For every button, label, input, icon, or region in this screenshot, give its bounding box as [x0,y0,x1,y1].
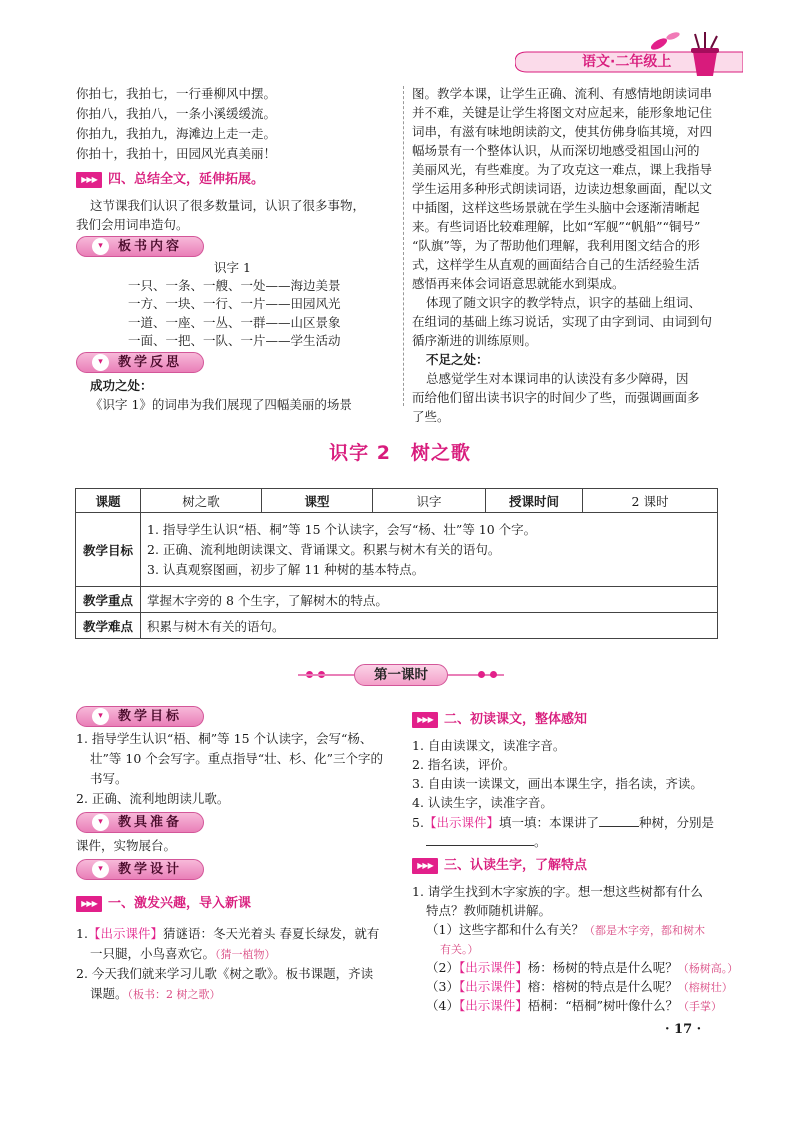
poem-line: 你拍九，我拍九，海滩边上走一走。 [76,126,277,141]
board-line: 一只、一条、一艘、一处——海边美景 [128,278,341,293]
courseware-tag: 【出示课件】 [458,998,528,1013]
lesson-plan-table [75,488,718,639]
triple-arrow-icon: ▶▶▶ [76,172,102,188]
table-row [76,513,718,587]
step1-item: 2. 今天我们就来学习儿歌《树之歌》。板书课题，齐读 [76,966,374,981]
goal-line: 壮”等 10 个会写字。重点指导“壮、杉、化”三个字的 [90,751,384,766]
board-line: 一方、一块、一行、一片——田园风光 [128,296,341,311]
reflection-line: 来。有些词语比较难理解，比如“军舰”“帆船”“铜号” [412,219,701,234]
dot-icon [490,671,497,678]
triple-arrow-icon: ▶▶▶ [76,896,102,912]
table-header: 课型 [262,489,373,513]
answer-note: （杨树高。） [677,962,739,975]
reflection-line: 图。教学本课，让学生正确、流利、有感情地朗读词串 [412,86,713,101]
chevron-down-icon: ▾ [92,814,109,831]
goal-line: 1. 指导学生认识“梧、桐”等 15 个认读字，会写“杨、壮”等 10 个字。 [147,521,537,537]
success-label: 成功之处： [90,378,153,393]
courseware-tag: 【出示课件】 [87,926,163,941]
step3-item [440,939,479,960]
success-line: 《识字 1》的词串为我们展现了四幅美丽的场景 [90,397,352,412]
lesson-title: 识字 2 树之歌 [329,442,471,464]
reflection-line: 式，这样学生从直观的画面结合自己的生活经验生活 [412,257,700,272]
step3-item: （3）【出示课件】榕：榕树的特点是什么呢？（榕树壮） [426,979,733,994]
courseware-tag: 【出示课件】 [458,979,528,994]
step1-item: 课题。（板书：2 树之歌） [90,986,221,1001]
step1-item: 1.【出示课件】猜谜语：冬天光着头 春夏长绿发，就有 [76,926,380,941]
table-header: 教学目标 [76,513,141,587]
goal-line: 书写。 [90,771,128,786]
reflection-line: 学生运用多种形式朗读词语，边读边想象画面，配以文 [412,181,713,196]
reflection-line: 感悟再来体会词语意思就能水到渠成。 [412,276,625,291]
step4-text: 这节课我们认识了很多数量词，认识了很多事物， [90,198,366,213]
step2-item: 2. 指名读，评价。 [412,757,516,772]
reflection-line: 体现了随文识字的教学特点，识字的基础上组词、 [426,295,702,310]
table-cell [141,513,718,587]
step2-item: 5.【出示课件】填一填：本课讲了 种树，分别是 [412,812,714,833]
goal-line: 2. 正确、流利地朗读儿歌。 [76,791,230,806]
poem-line: 你拍八，我拍八，一条小溪缓缓流。 [76,106,277,121]
step1-item: 一只腿，小鸟喜欢它。（猜一植物） [90,946,276,961]
answer-note: （榕树壮） [677,981,733,994]
reflection-line: 美丽风光，有些难度。为了攻克这一难点，课上我指导 [412,162,713,177]
board-title: 识字 1 [214,260,251,275]
step4-text: 我们会用词串造句。 [76,217,189,232]
page-number: · 17 · [665,1022,702,1037]
chevron-down-icon: ▾ [92,354,109,371]
chevron-down-icon: ▾ [92,238,109,255]
table-cell: 识字 [373,489,486,513]
table-header: 课题 [76,489,141,513]
poem-line: 你拍七，我拍七，一行垂柳风中摆。 [76,86,277,101]
table-cell: 树之歌 [141,489,262,513]
column-divider [403,86,404,406]
answer-note: 有关。） [440,943,479,956]
answer-note: （都是木字旁，都和树木 [583,924,705,937]
table-cell: 2 课时 [583,489,718,513]
chevron-down-icon: ▾ [92,861,109,878]
goal-line: 1. 指导学生认识“梧、桐”等 15 个认读字，会写“杨、 [76,731,373,746]
step2-item: 。 [426,831,547,852]
shortcoming-line: 总感觉学生对本课词串的认读没有多少障碍，因 [426,371,689,386]
table-row [76,489,718,513]
table-row [76,587,718,613]
courseware-tag: 【出示课件】 [423,815,499,830]
fill-blank [426,831,534,846]
goal-line: 2. 正确、流利地朗读课文、背诵课文。积累与树木有关的语句。 [147,541,501,557]
shortcoming-line: 而给他们留出读书识字的时间少了些，而强调画面多 [412,390,700,405]
reflection-line: 并不难，关键是让学生将图文对应起来，能形象地记住 [412,105,713,120]
step3-item: （1）这些字都和什么有关？（都是木字旁，都和树木 [426,922,705,937]
answer-note: （手掌） [678,1000,723,1013]
step3-item: （4）【出示课件】梧桐：“梧桐”树叶像什么？（手掌） [426,998,723,1013]
shortcoming-line: 了些。 [412,409,450,424]
flower-pot-icon [645,30,725,82]
header-subject: 语文·二年级上 [582,54,672,70]
reflection-line: 在组词的基础上练习说话，实现了由字到词、由词到句 [412,314,713,329]
board-line: 一道、一座、一丛、一群——山区景象 [128,315,341,330]
step3-item: 特点？教师随机讲解。 [426,903,552,918]
reflection-line: 循序渐进的训练原则。 [412,333,538,348]
fill-blank [599,812,639,827]
section-title: 第一课时 [354,664,448,686]
reflection-line: 幅场景有一个整体认识，从而深切地感受祖国山河的 [412,143,700,158]
answer-note: （猜一植物） [215,948,276,961]
table-cell: 掌握木字旁的 8 个生字，了解树木的特点。 [141,587,718,613]
section-banner [0,664,800,686]
table-cell: 积累与树木有关的语句。 [141,613,718,639]
courseware-tag: 【出示课件】 [458,960,528,975]
table-header: 授课时间 [486,489,583,513]
reflection-line: “队旗”等，为了帮助他们理解，我利用图文结合的形 [412,238,700,253]
step2-item: 1. 自由读课文，读准字音。 [412,738,566,753]
table-header: 教学难点 [76,613,141,639]
step3-item: 1. 请学生找到木字家族的字。想一想这些树都有什么 [412,884,703,899]
dot-icon [478,671,485,678]
step2-item: 4. 认读生字，读准字音。 [412,795,553,810]
reflection-line: 中插图，这样这些场景就在学生头脑中会逐渐清晰起 [412,200,700,215]
table-row [76,613,718,639]
table-header: 教学重点 [76,587,141,613]
step3-item: （2）【出示课件】杨：杨树的特点是什么呢？（杨树高。） [426,960,739,975]
triple-arrow-icon: ▶▶▶ [412,712,438,728]
prep-line: 课件，实物展台。 [76,838,177,853]
triple-arrow-icon: ▶▶▶ [412,858,438,874]
board-line: 一面、一把、一队、一片——学生活动 [128,333,341,348]
chevron-down-icon: ▾ [92,708,109,725]
shortcoming-label: 不足之处： [426,352,489,367]
goal-line: 3. 认真观察图画，初步了解 11 种树的基本特点。 [147,561,425,577]
board-note: （板书：2 树之歌） [127,988,221,1001]
reflection-line: 词串，有滋有味地朗读韵文，使其仿佛身临其境，对四 [412,124,713,139]
step2-item: 3. 自由读一读课文，画出本课生字，指名读，齐读。 [412,776,703,791]
poem-line: 你拍十，我拍十，田园风光真美丽！ [76,146,277,161]
